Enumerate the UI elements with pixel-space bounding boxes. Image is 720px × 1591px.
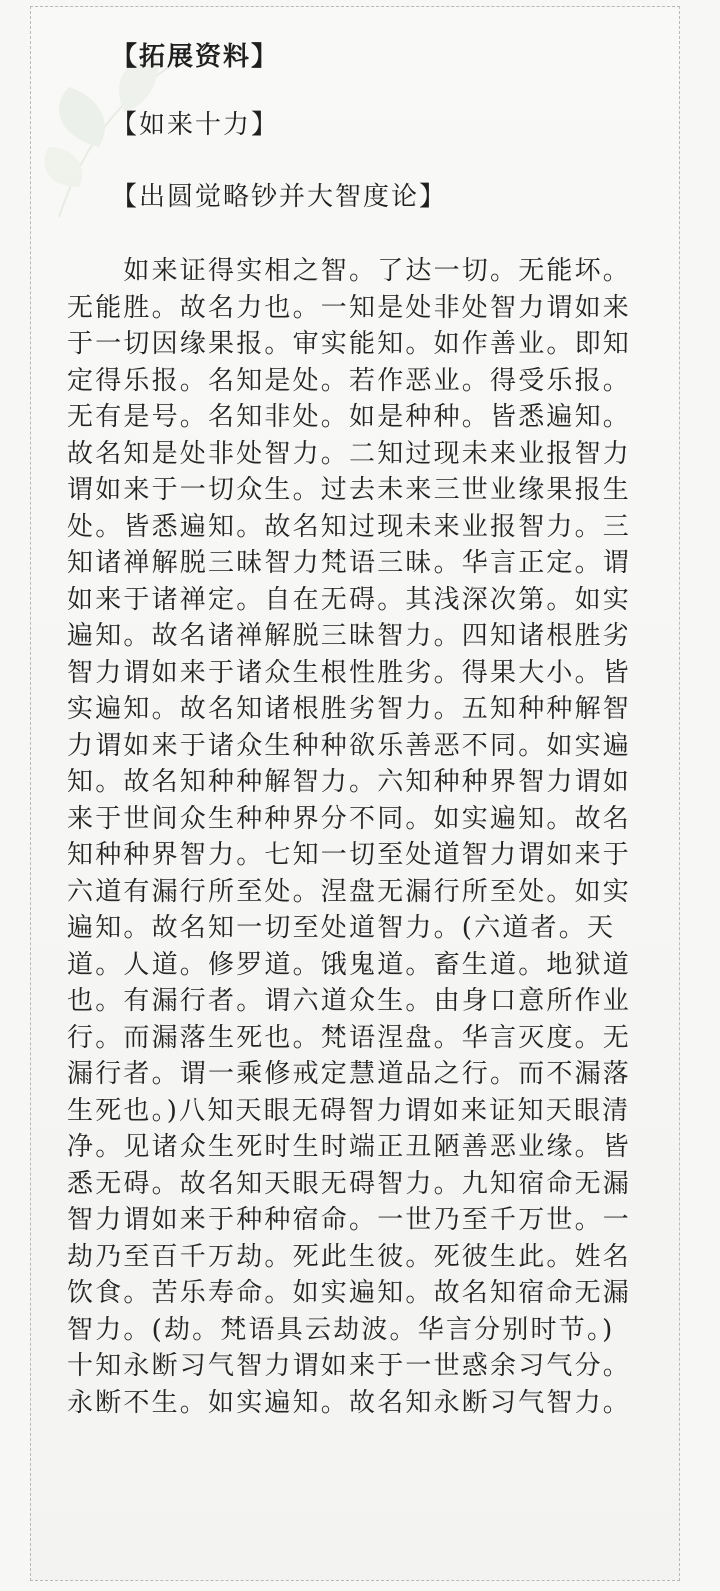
article-frame <box>30 6 680 1581</box>
heading-source: 【出圆觉略钞并大智度论】 <box>111 182 448 212</box>
body-paragraph: 如来证得实相之智。了达一切。无能坏。无能胜。故名力也。一知是处非处智力谓如来于一切因缘果报。审实能知。如作善业。即知定得乐报。名知是处。若作恶业。得受乐报。无有是号。名知非处。如是种种。皆悉遍知。故名知是处非处智力。二知过现未来业报智力谓如来于一切众生。过去未来三世业缘果报生处。皆悉遍知。故名知过现未来业报智力。三知诸禅解脱三昧智力梵语三昧。华言正定。谓如来于诸禅定。自在无碍。其浅深次第。如实遍知。故名诸禅解脱三昧智力。四知诸根胜劣智力谓如来于诸众生根性胜劣。得果大小。皆实遍知。故名知诸根胜劣智力。五知种种解智力谓如来于诸众生种种欲乐善恶不同。如实遍知。故名知种种解智力。六知种种界智力谓如来于世间众生种种界分不同。如实遍知。故名知种种界智力。七知一切至处道智力谓如来于六道有漏行所至处。涅盘无漏行所至处。如实遍知。故名知一切至处道智力。(六道者。天道。人道。修罗道。饿鬼道。畜生道。地狱道也。有漏行者。谓六道众生。由身口意所作业行。而漏落生死也。梵语涅盘。华言灭度。无漏行者。谓一乘修戒定慧道品之行。而不漏落生死也。)八知天眼无碍智力谓如来证知天眼清净。见诸众生死时生时端正丑陋善恶业缘。皆悉无碍。故名知天眼无碍智力。九知宿命无漏智力谓如来于种种宿命。一世乃至千万世。一劫乃至百千万劫。死此生彼。死彼生此。姓名饮食。苦乐寿命。如实遍知。故名知宿命无漏智力。(劫。梵语具云劫波。华言分别时节。)十知永断习气智力谓如来于一世惑余习气分。永断不生。如实遍知。故名知永断习气智力。 <box>67 256 632 1418</box>
heading-extended-material: 【拓展资料】 <box>111 42 280 72</box>
heading-term: 【如来十力】 <box>111 110 280 140</box>
